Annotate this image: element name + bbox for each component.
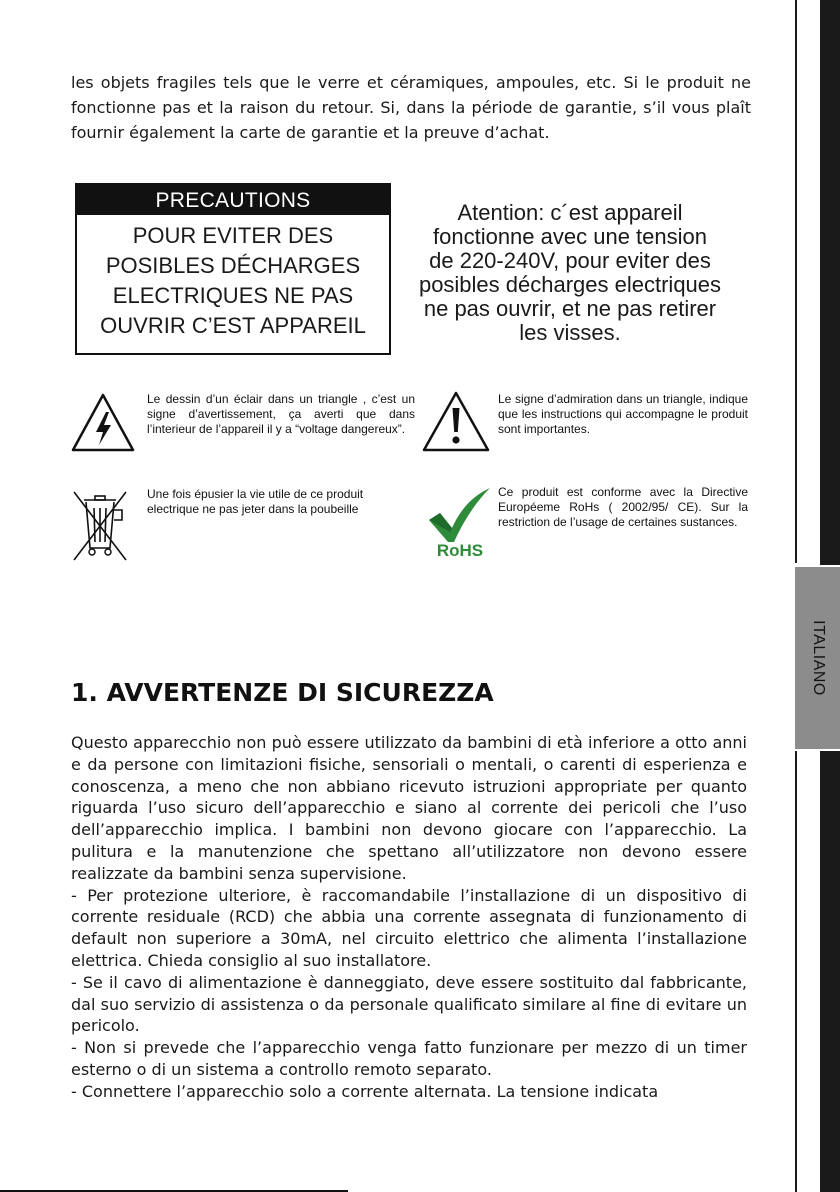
precautions-line: ELECTRIQUES NE PAS [112, 283, 354, 308]
section-title: 1. AVVERTENZE DI SICUREZZA [71, 678, 494, 707]
attention-line: les visses. [519, 320, 621, 345]
paragraph: - Connettere l’apparecchio solo a corrente alternata. La tensione indicata [71, 1081, 659, 1101]
precautions-line: OUVRIR C’EST APPAREIL [100, 313, 366, 338]
weee-note: Une fois épusier la vie utile de ce produit electrique ne pas jeter dans la poubeille [147, 487, 364, 516]
attention-line: ne pas ouvrir, et ne pas retirer [423, 296, 717, 321]
attention-line: de 220-240V, pour eviter des [429, 248, 711, 273]
precautions-title: PRECAUTIONS [77, 185, 389, 215]
edge-divider-bottom [795, 749, 820, 1192]
language-tab-italiano [795, 565, 840, 751]
weee-crossed-bin-icon [70, 486, 130, 564]
paragraph: - Per protezione ulteriore, è raccomandabile l’installazione di un dispositivo di corrente residuale (RCD) che abbia una corrente assegnata di funzionamento di default non superiore a 30mA, nel circuito elettrico che alimenta l’installazione elettrica. Chieda consiglio al suo installatore. [71, 885, 747, 970]
lightning-note: Le dessin d’un éclair dans un triangle , c’est un signe d’avertissement, ça averti que dans l’interieur de l’appareil il y a “voltage dangereux”. [147, 392, 415, 436]
exclamation-warning-icon [421, 390, 491, 454]
rohs-logo-text: RoHS [436, 541, 484, 560]
language-tab-label: ITALIANO [809, 620, 827, 696]
attention-notice [400, 201, 740, 345]
lightning-warning-icon [70, 392, 136, 454]
edge-divider-top [795, 0, 820, 563]
precautions-line: POUR EVITER DES [132, 223, 334, 248]
attention-line: posibles décharges electriques [418, 272, 722, 297]
paragraph: Questo apparecchio non può essere utilizzato da bambini di età inferiore a otto anni e da persone con limitazioni fisiche, sensoriali o mentali, o carenti di esperienza e conoscenza, a meno che non abbiano ricevuto istruzioni appropriate per quanto riguarda l’uso sicuro dell’apparecchio e siano al corrente dei pericoli che l’uso dell’apparecchio implica. I bambini non devono giocare con l’apparecchio. La pulitura e la manutenzione che spettano all’utilizzatore non devono essere realizzate da bambini senza supervisione. [71, 733, 747, 883]
intro-paragraph: les objets fragiles tels que le verre et céramiques, ampoules, etc. Si le produit ne fonctionne pas et la raison du retour. Si, dans la période de garantie, s’il vous plaît fournir également la carte de garantie et la preuve d’achat. [71, 73, 751, 142]
safety-warnings-body [71, 732, 747, 1103]
precautions-box [75, 183, 391, 355]
rohs-note: Ce produit est conforme avec la Directive Européeme RoHs ( 2002/95/ CE). Sur la restriction de l’usage de certaines sustances. [498, 485, 748, 529]
exclamation-note: Le signe d’admiration dans un triangle, indique que les instructions qui accompagne le produit sont importantes. [498, 392, 748, 436]
attention-line: fonctionne avec une tension [433, 224, 707, 249]
paragraph: - Se il cavo di alimentazione è danneggiato, deve essere sostituito dal fabbricante, dal suo servizio di assistenza o da personale qualificato similare al fine di evitare un pericolo. [71, 972, 747, 1036]
attention-line: Atention: c´est appareil [457, 200, 683, 225]
rohs-check-icon [426, 486, 494, 560]
paragraph: - Non si prevede che l’apparecchio venga fatto funzionare per mezzo di un timer esterno o di un sistema a controllo remoto separato. [71, 1038, 747, 1079]
precautions-line: POSIBLES DÉCHARGES [105, 253, 361, 278]
